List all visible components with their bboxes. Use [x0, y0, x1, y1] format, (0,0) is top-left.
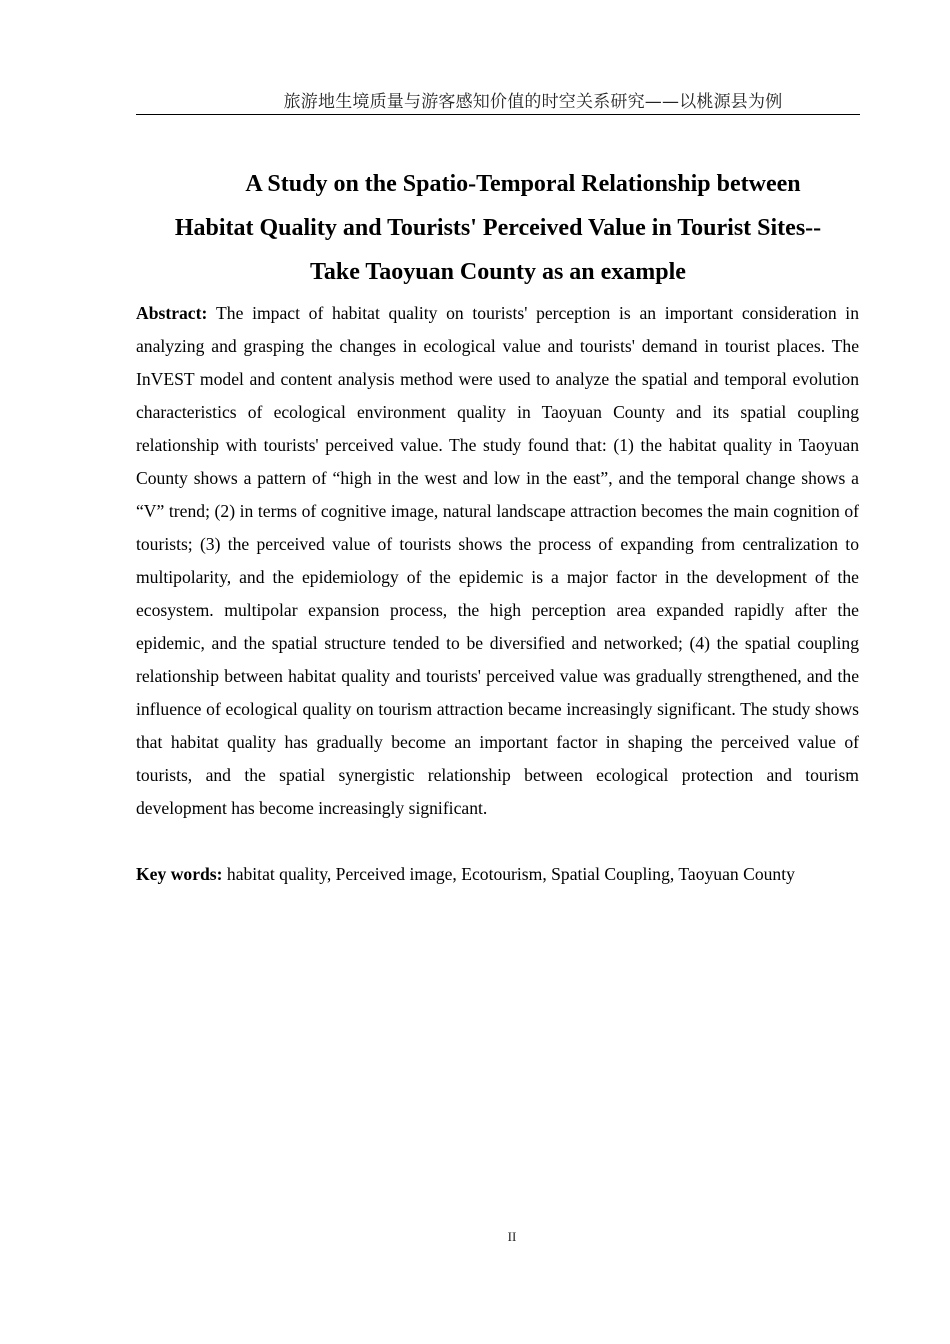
title-line-3: Take Taoyuan County as an example — [310, 259, 686, 285]
abstract-label: Abstract: — [136, 303, 217, 323]
keywords-label: Key words: — [136, 864, 227, 884]
keywords-line — [136, 858, 876, 891]
title-line-1: A Study on the Spatio-Temporal Relationship between — [245, 171, 801, 197]
abstract-paragraph — [136, 297, 859, 825]
abstract-text: The impact of habitat quality on tourists' perception is an important consideration in analyzing and grasping the changes in ecological value and tourists' demand in tourist places. The InVEST model and content analysis method were used to analyze the spatial and temporal evolution characteristics of ecological environment quality in Taoyuan County and its spatial coupling relationship with tourists' perceived value. The study found that: (1) the habitat quality in Taoyuan County shows a pattern of “high in the west and low in the east”, and the temporal change shows a “V” trend; (2) in terms of cognitive image, natural landscape attraction becomes the main cognition of tourists; (3) the perceived value of tourists shows the process of expanding from centralization to multipolarity, and the epidemiology of the epidemic is a major factor in the development of the ecosystem. multipolar expansion process, the high perception area expanded rapidly after the epidemic, and the spatial structure tended to be diversified and networked; (4) the spatial coupling relationship between habitat quality and tourists' perceived value was gradually strengthened, and the influence of ecological quality on tourism attraction became increasingly significant. The study shows that habitat quality has gradually become an important factor in shaping the perceived value of tourists, and the spatial synergistic relationship between ecological protection and tourism development has become increasingly significant. — [136, 303, 859, 818]
running-header — [136, 90, 860, 115]
title-line-2: Habitat Quality and Tourists' Perceived Value in Tourist Sites-- — [174, 215, 822, 241]
paper-title — [130, 162, 866, 294]
page-number: II — [507, 1229, 517, 1244]
running-header-title: 旅游地生境质量与游客感知价值的时空关系研究——以桃源县为例 — [283, 92, 783, 112]
keywords-text: habitat quality, Perceived image, Ecotourism, Spatial Coupling, Taoyuan County — [226, 864, 795, 884]
